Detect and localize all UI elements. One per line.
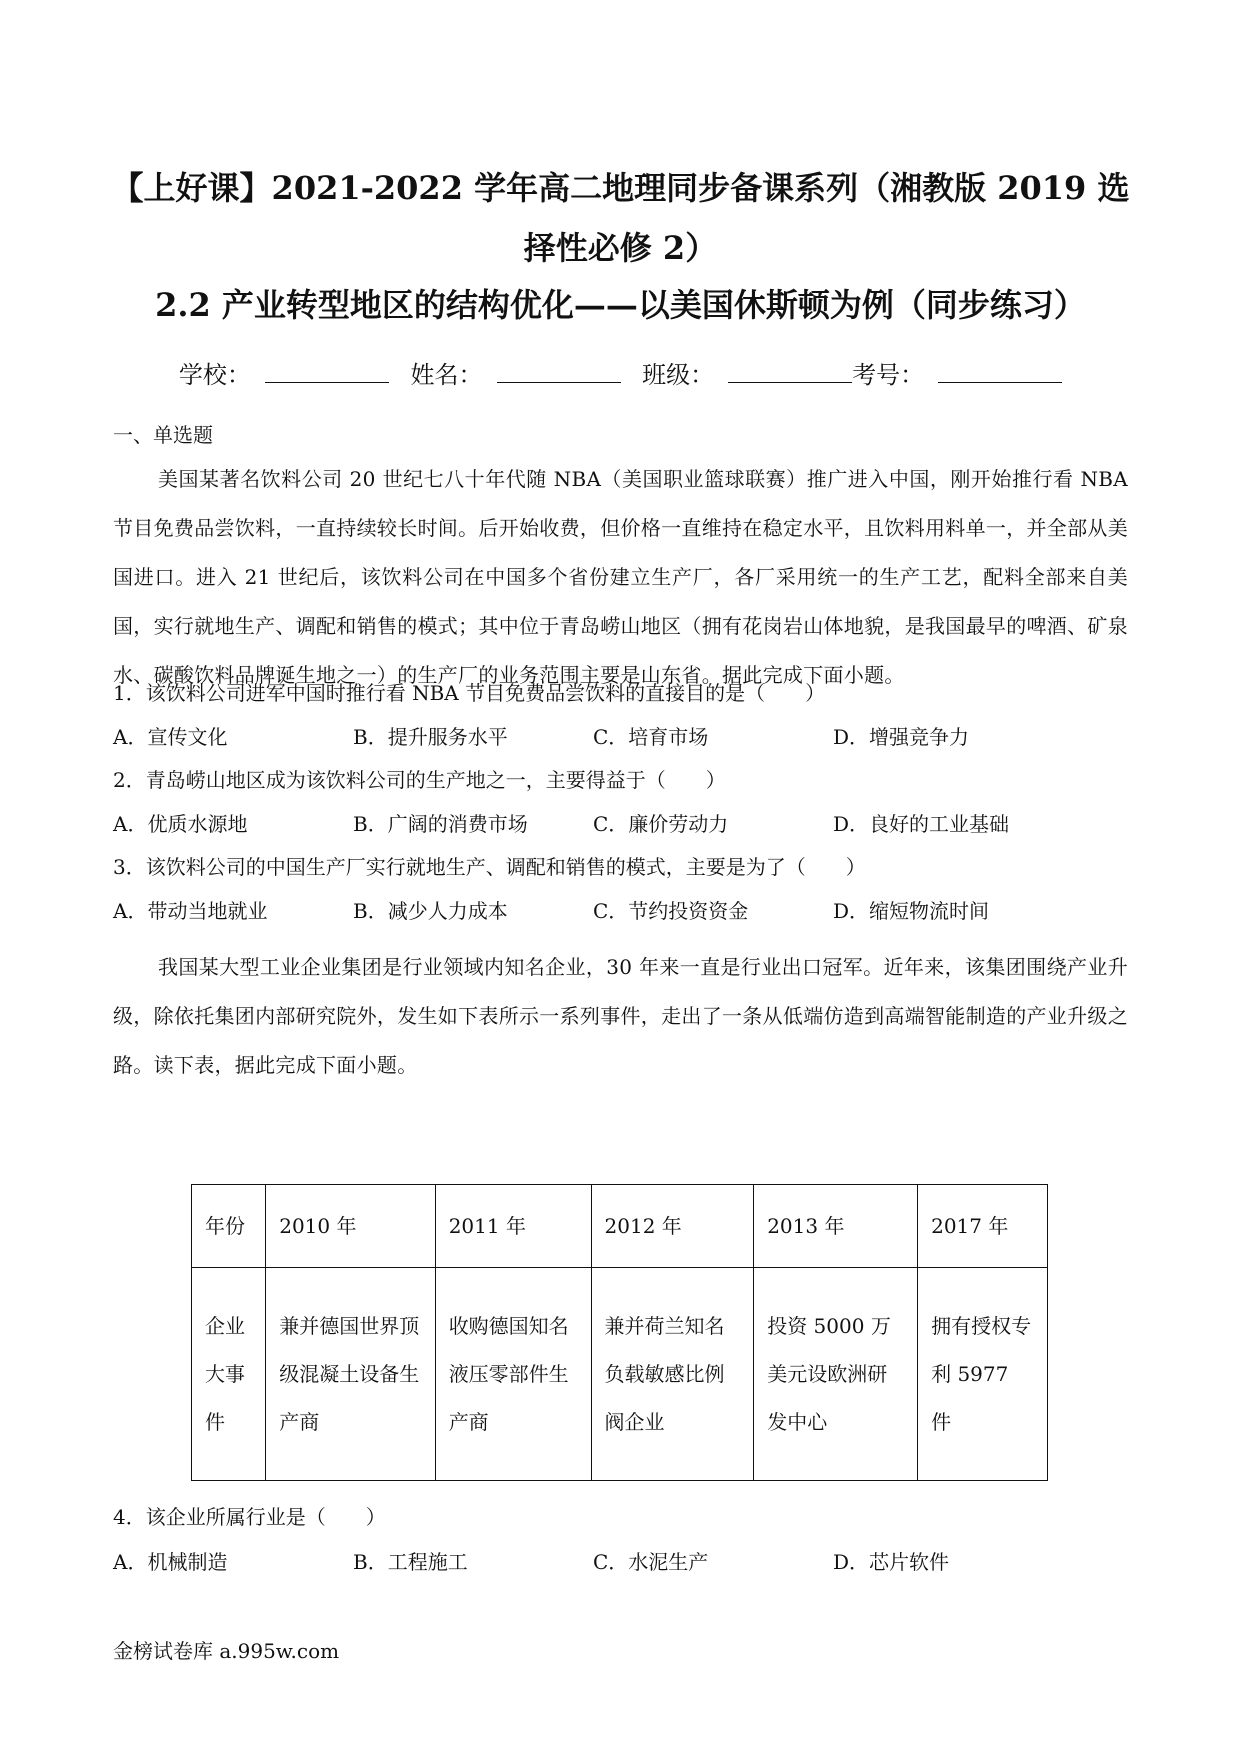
passage-enterprise: 我国某大型工业企业集团是行业领域内知名企业，30 年来一直是行业出口冠军。近年来，该集团围绕产业升级，除依托集团内部研究院外，发生如下表所示一系列事件，走出了一条从低端仿造到高端智能制造的产业升级之路。读下表，据此完成下面小题。 [113,955,1128,1077]
table-cell: 企业大事件 [192,1268,266,1481]
table-header-row [192,1185,1048,1268]
option[interactable]: C．廉价劳动力 [593,812,729,836]
table-cell: 2010 年 [266,1185,435,1268]
passage-beverage: 美国某著名饮料公司 20 世纪七八十年代随 NBA（美国职业篮球联赛）推广进入中国，刚开始推行看 NBA 节目免费品尝饮料，一直持续较长时间。后开始收费，但价格一直维持在稳定水平，且饮料用料单一，并全部从美国进口。进入 21 世纪后，该饮料公司在中国多个省份建立生产厂，各厂采用统一的生产工艺，配料全部来自美国，实行就地生产、调配和销售的模式；其中位于青岛崂山地区（拥有花岗岩山体地貌，是我国最早的啤酒、矿泉水、碳酸饮料品牌诞生地之一）的生产厂的业务范围主要是山东省。据此完成下面小题。 [113,467,1128,687]
option[interactable]: A．机械制造 [113,1550,228,1574]
section-title: 一、单选题 [113,423,213,447]
option[interactable]: D．芯片软件 [833,1550,950,1574]
class-label: 班级： [642,361,715,389]
school-blank[interactable] [265,360,389,383]
option[interactable]: B．减少人力成本 [353,899,508,923]
name-label: 姓名： [410,361,483,389]
option[interactable]: C．培育市场 [593,725,709,749]
exam-no-blank[interactable] [938,360,1062,383]
question-4: 4．该企业所属行业是（ ） [113,1505,386,1529]
question-2: 2．青岛崂山地区成为该饮料公司的生产地之一，主要得益于（ ） [113,768,726,792]
table-cell: 2012 年 [591,1185,754,1268]
table-cell: 2017 年 [918,1185,1048,1268]
table-cell: 收购德国知名液压零部件生产商 [435,1268,591,1481]
table-cell: 2011 年 [435,1185,591,1268]
enterprise-events-table [191,1184,1048,1481]
option[interactable]: B．广阔的消费市场 [353,812,528,836]
option[interactable]: C．水泥生产 [593,1550,709,1574]
option[interactable]: A．宣传文化 [113,725,228,749]
document-title: 【上好课】2021-2022 学年高二地理同步备课系列（湘教版 2019 选择性必修 2） [111,169,1130,267]
option[interactable]: A．带动当地就业 [113,899,268,923]
question-4-options [113,1545,1128,1579]
table-cell: 拥有授权专利 5977 件 [918,1268,1048,1481]
school-label: 学校： [178,361,251,389]
name-blank[interactable] [497,360,621,383]
question-1-options [113,720,1128,754]
table-cell: 2013 年 [754,1185,918,1268]
table-cell: 兼并荷兰知名负载敏感比例阀企业 [591,1268,754,1481]
table-cell: 投资 5000 万美元设欧洲研发中心 [754,1268,918,1481]
question-3-options [113,894,1128,928]
document-subtitle: 2.2 产业转型地区的结构优化——以美国休斯顿为例（同步练习） [155,286,1086,324]
table-cell: 兼并德国世界顶级混凝土设备生产商 [266,1268,435,1481]
class-blank[interactable] [728,360,852,383]
option[interactable]: D．缩短物流时间 [833,899,990,923]
question-1: 1．该饮料公司进军中国时推行看 NBA 节目免费品尝饮料的直接目的是（ ） [113,681,826,705]
footer-source: 金榜试卷库 a.995w.com [113,1639,340,1663]
option[interactable]: B．提升服务水平 [353,725,508,749]
option[interactable]: D．良好的工业基础 [833,812,1010,836]
table-row [192,1268,1048,1481]
option[interactable]: B．工程施工 [353,1550,468,1574]
question-2-options [113,807,1128,841]
option[interactable]: C．节约投资资金 [593,899,749,923]
option[interactable]: D．增强竞争力 [833,725,970,749]
table-cell: 年份 [192,1185,266,1268]
exam-no-label: 考号： [852,361,925,389]
option[interactable]: A．优质水源地 [113,812,248,836]
student-info-line [0,358,1241,392]
question-3: 3．该饮料公司的中国生产厂实行就地生产、调配和销售的模式，主要是为了（ ） [113,855,866,879]
